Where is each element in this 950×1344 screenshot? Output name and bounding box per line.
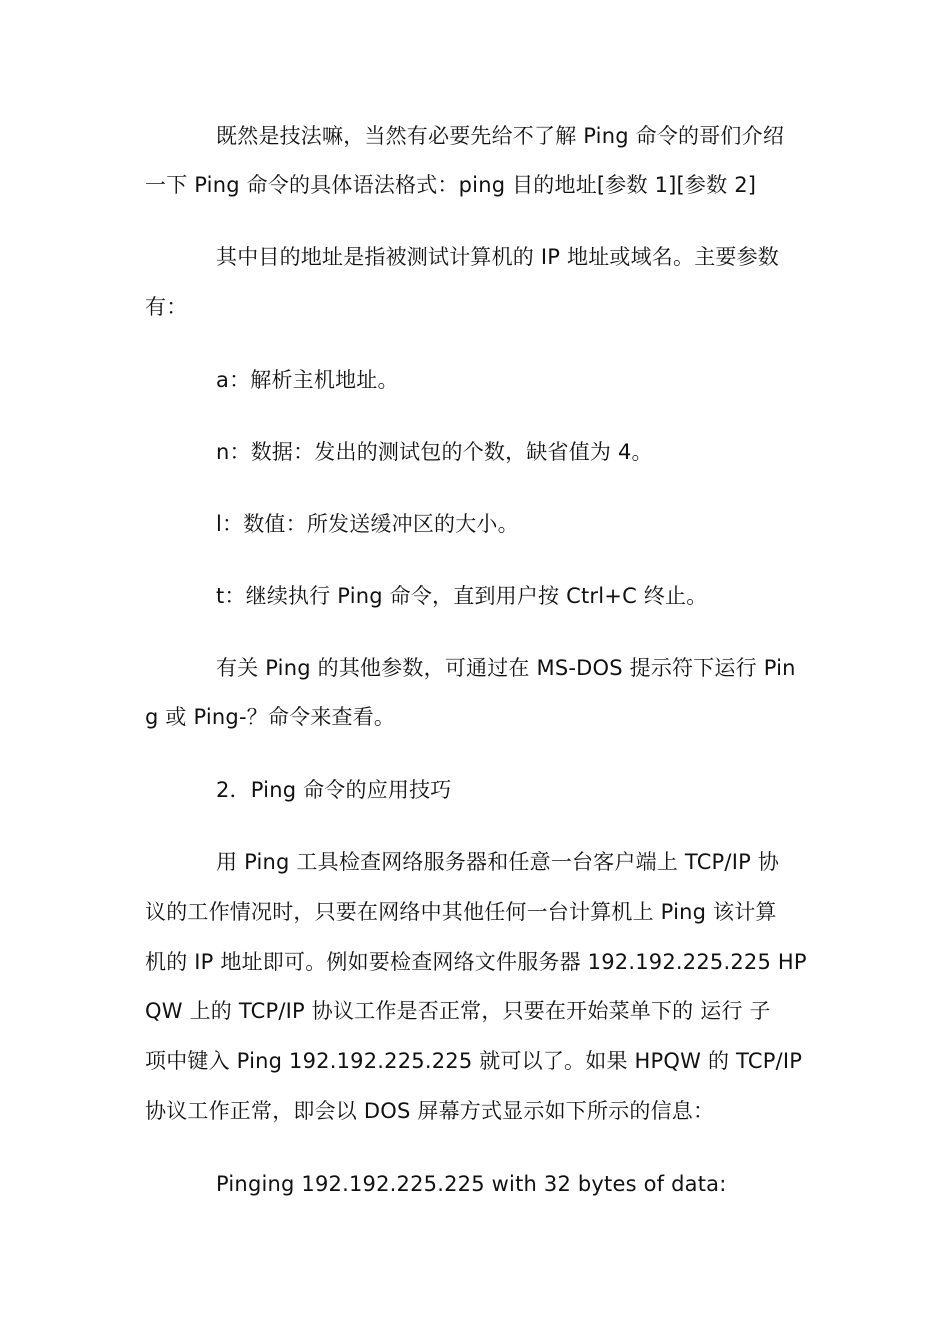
section-heading: 2．Ping 命令的应用技巧 <box>216 778 452 802</box>
paragraph-usage-line-5: 项中键入 Ping 192.192.225.225 就可以了。如果 HPQW 的 TCP/IP <box>145 1049 803 1073</box>
paragraph-usage-line-4: QW 上的 TCP/IP 协议工作是否正常，只要在开始菜单下的 运行 子 <box>145 999 771 1023</box>
paragraph-other-params-line-2: g 或 Ping-？命令来查看。 <box>145 705 396 729</box>
paragraph-usage-line-6: 协议工作正常，即会以 DOS 屏幕方式显示如下所示的信息： <box>145 1099 715 1123</box>
param-a: a：解析主机地址。 <box>216 368 399 392</box>
paragraph-usage-line-1: 用 Ping 工具检查网络服务器和任意一台客户端上 TCP/IP 协 <box>216 850 780 874</box>
paragraph-target-line-1: 其中目的地址是指被测试计算机的 IP 地址或域名。主要参数 <box>216 245 780 269</box>
param-n: n：数据：发出的测试包的个数，缺省值为 4。 <box>216 440 653 464</box>
paragraph-usage-line-2: 议的工作情况时，只要在网络中其他任何一台计算机上 Ping 该计算 <box>145 900 777 924</box>
paragraph-usage-line-3: 机的 IP 地址即可。例如要检查网络文件服务器 192.192.225.225 HP <box>145 950 807 974</box>
param-l: l：数值：所发送缓冲区的大小。 <box>216 512 519 536</box>
paragraph-intro-line-2: 一下 Ping 命令的具体语法格式：ping 目的地址[参数 1][参数 2] <box>145 173 757 197</box>
paragraph-intro-line-1: 既然是技法嘛，当然有必要先给不了解 Ping 命令的哥们介绍 <box>216 124 785 148</box>
ping-output-line: Pinging 192.192.225.225 with 32 bytes of data: <box>216 1172 727 1196</box>
paragraph-other-params-line-1: 有关 Ping 的其他参数，可通过在 MS-DOS 提示符下运行 Pin <box>216 656 796 680</box>
param-t: t：继续执行 Ping 命令，直到用户按 Ctrl+C 终止。 <box>216 584 708 608</box>
paragraph-target-line-2: 有： <box>145 295 188 319</box>
